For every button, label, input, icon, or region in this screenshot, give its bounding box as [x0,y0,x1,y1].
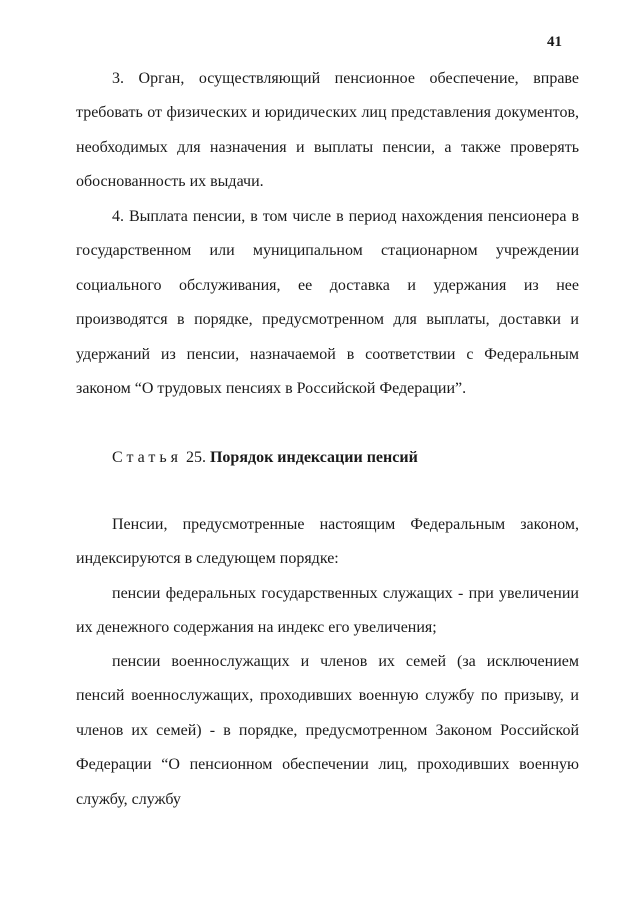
article-label: Статья [112,449,182,466]
paragraph-4-pension-payment: 4. Выплата пенсии, в том числе в период нахождения пенсионера в государственном или муниципальном стационарном учреждении социального обслуживания, ее доставка и удержания из нее производятся в порядке, предусмотренном для выплаты, доставки и удержаний из пенсии, назначаемой в соответствии с Федеральным законом “О трудовых пенсиях в Российской Федерации”. [76,208,579,398]
article-paragraph-intro: Пенсии, предусмотренные настоящим Федеральным законом, индексируются в следующем порядке: [76,516,579,568]
article-number: 25. [185,449,206,466]
article-paragraph-civil-servants: пенсии федеральных государственных служащих - при увеличении их денежного содержания на индекс его увеличения; [76,585,579,637]
paragraph-3-document-requests: 3. Орган, осуществляющий пенсионное обеспечение, вправе требовать от физических и юридических лиц представления документов, необходимых для назначения и выплаты пенсии, а также проверять обоснованность их выдачи. [76,70,579,191]
article-title: Порядок индексации пенсий [209,449,418,466]
article-heading [112,441,418,475]
page-number: 41 [547,34,562,50]
article-paragraph-military: пенсии военнослужащих и членов их семей (за исключением пенсий военнослужащих, проходивших военную службу по призыву, и членов их семей) - в порядке, предусмотренном Законом Российской Федерации “О пенсионном обеспечении лиц, проходивших военную службу, службу [76,653,579,808]
